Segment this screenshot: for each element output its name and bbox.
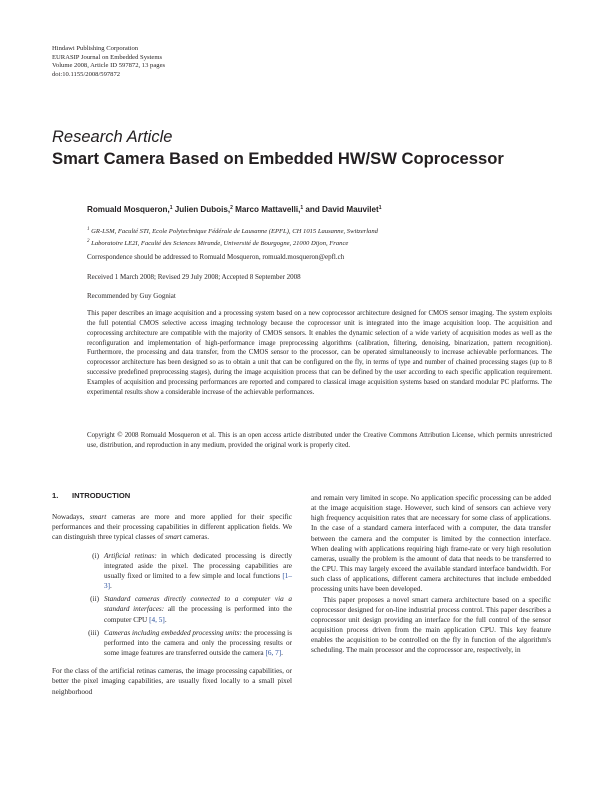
publisher-name: Hindawi Publishing Corporation [52,45,139,52]
affiliation: $^1$ GR-LSM, Faculté STI, Ecole Polytechnique Fédérale de Lausanne (EPFL), CH 1015 Lausanne, Switzerland [87,227,378,235]
correspondence: Correspondence should be addressed to Romuald Mosqueron, romuald.mosqueron@epfl.ch [87,253,345,261]
affiliation: $^2$ Laboratoire LE2I, Faculté des Sciences Mirande, Université de Bourgogne, 21000 Dijon, France [87,239,349,247]
citation-link[interactable]: [4, 5] [149,615,165,624]
citation-link[interactable]: [1–3] [104,571,292,591]
section-title: INTRODUCTION [72,491,131,500]
recommended-by: Recommended by Guy Gogniat [87,292,176,300]
author: Marco Mattavelli,$^1$ [235,205,304,214]
section-number: 1. [52,491,59,500]
paragraph: This paper proposes a novel smart camera architecture based on a specific coprocessor designed for on-line industrial process control. This paper describes a coprocessor unit design providing an interface for the full control of the sensor acquisition process driven from the main application CPU. This key feature enables the acquisition to be controlled on the fly in function of the algorithm's scheduling. The main processor and the coprocessor are, respectively, in [311,595,551,655]
list-item: (iii) Cameras including embedded processing units: the processing is performed into the camera and only the processing results or some image features are transferred outside the camera [6, 7]. [88,628,293,658]
volume-info: Volume 2008, Article ID 597872, 13 pages [52,62,166,70]
citation-link[interactable]: [6, 7] [265,649,282,658]
author-list [87,205,552,214]
body-column-left [52,491,292,697]
body-column-right [311,493,551,656]
author: Romuald Mosqueron,$^1$ [87,205,173,214]
copyright-notice: Copyright © 2008 Romuald Mosqueron et al. This is an open access article distributed under the Creative Commons Attribution License, which permits unrestricted use, distribution, and reproduction in any medium, provided the original work is properly cited. [87,432,552,449]
author: and David Mauvilet$^1$ [305,205,382,214]
paragraph: Nowadays, smart cameras are more and more applied for their specific performances and their processing capabilities in different application fields. We can distinguish three typical classes of smart cameras. [52,513,293,542]
list-item: (ii) Standard cameras directly connected to a computer via a standard interfaces: all the processing is performed into the computer CPU [4, 5]. [90,595,292,624]
affiliations [87,225,552,249]
paper-title: Smart Camera Based on Embedded HW/SW Coprocessor [52,149,504,168]
section-heading [52,491,292,501]
journal-masthead [52,45,165,79]
abstract: This paper describes an image acquisition and a processing system based on a new coprocessor architecture designed for CMOS sensor imaging. The system exploits the full potential CMOS selective access imaging technology because the coprocessor unit is integrated into the image acquisition loop. The acquisition and coprocessing architecture are compatible with the majority of CMOS sensors. It enables the dynamic selection of a wide variety of acquisition modes as well as the reconfiguration and implementation of high-performance image preprocessing algorithms (calibration, filtering, denoising, binarization, pattern recognition). Furthermore, the processing and data transfer, from the CMOS sensor to the processor, can be operated simultaneously to increase achievable performances. The coprocessor architecture has been designed so as to obtain a unit that can be configured on the fly, in terms of type and number of chained processing stages (up to 8 successive predefined preprocessing stages), during the image acquisition process that can be defined by the user according to each specific application requirement. Examples of acquisition and processing performances are reported and compared to classical image acquisition systems based on standard modular PC platforms. The experimental results show a considerable increase of the achievable performances. [87,310,552,396]
class-list [52,551,292,659]
list-item: (i) Artificial retinas: in which dedicated processing is directly integrated aside the pixel. The processing capabilities are usually fixed or limited to a few simple and local functions [1–3]. [92,551,292,591]
paragraph: and remain very limited in scope. No application specific processing can be added at the image acquisition stage. However, such kind of sensors can achieve very high frequency acquisition rates that are necessary for some class of applications. In the case of a standard camera interfaced with a computer, the data transfer between the camera and the computer is limited by the connection interface. When dealing with applications requiring high frame-rate or very high resolution cameras, usually the problem is the amount of data that needs to be transferred to the CPU. This may largely exceed the available standard interface bandwidth. For such class of applications, different camera architectures that include embedded processing units have been developed. [311,494,551,594]
author: Julien Dubois,$^2$ [174,205,233,214]
article-type: Research Article [52,128,173,146]
publication-dates: Received 1 March 2008; Revised 29 July 2008; Accepted 8 September 2008 [87,273,301,281]
journal-name: EURASIP Journal on Embedded Systems [52,53,163,61]
paragraph: For the class of the artificial retinas cameras, the image processing capabilities, or better the pixel imaging capabilities, are usually fixed locally to a small pixel neighborhood [52,667,292,696]
doi[interactable]: doi:10.1155/2008/597872 [52,70,121,78]
